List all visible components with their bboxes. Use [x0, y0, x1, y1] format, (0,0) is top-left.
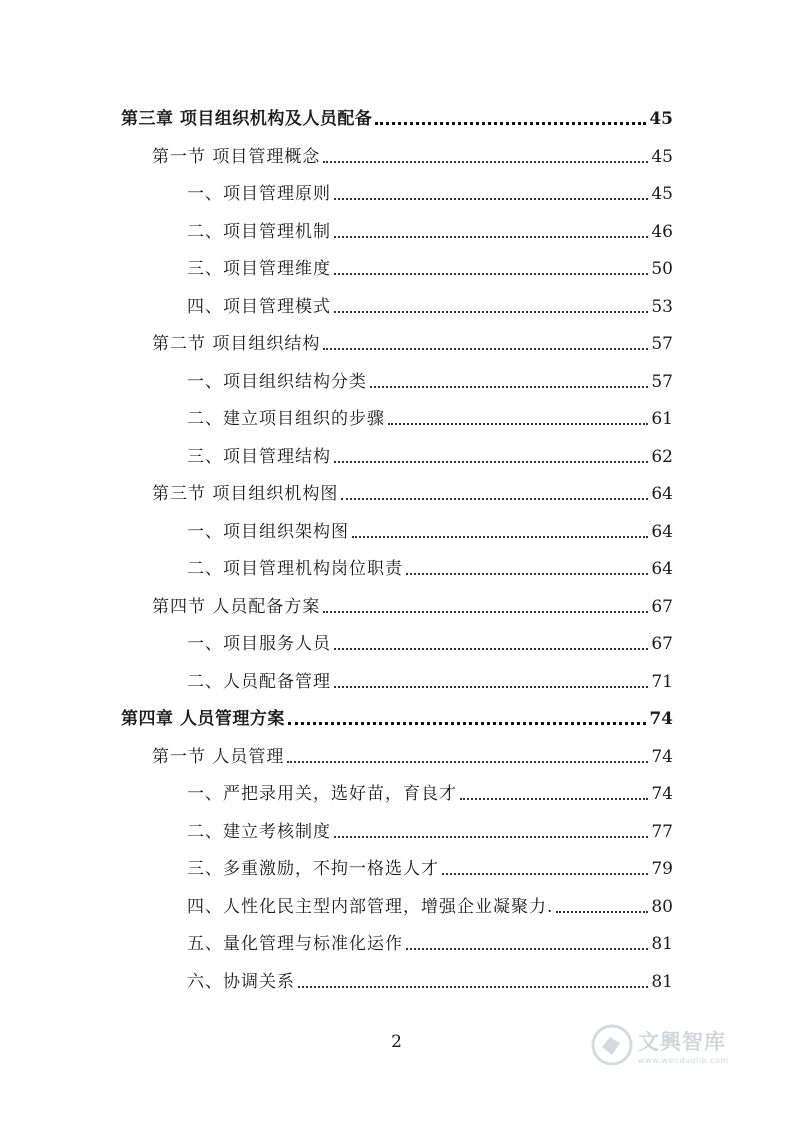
toc-subsection-entry[interactable]: [0, 663, 793, 693]
toc-dot-leader: [460, 797, 648, 800]
toc-entry-page: 61: [651, 409, 673, 429]
toc-entry-page: 50: [651, 259, 673, 279]
toc-section-entry[interactable]: [0, 588, 793, 618]
toc-subsection-entry[interactable]: [0, 400, 793, 430]
toc-entry-page: 64: [651, 521, 673, 542]
watermark-logo-icon: [590, 1023, 634, 1067]
toc-subsection-entry[interactable]: [0, 963, 793, 993]
toc-dot-leader: [388, 422, 648, 425]
toc-chapter-entry[interactable]: [0, 100, 793, 130]
toc-entry-label: 第一节 人员管理: [152, 746, 285, 767]
toc-dot-leader: [334, 197, 648, 200]
toc-subsection-entry[interactable]: [0, 175, 793, 205]
toc-entry-page: 57: [651, 334, 673, 354]
toc-subsection-entry[interactable]: [0, 363, 793, 393]
toc-entry-page: 64: [651, 559, 673, 579]
toc-dot-leader: [406, 947, 648, 950]
toc-entry-label: 三、多重激励，不拘一格选人才: [187, 859, 439, 879]
toc-entry-page: 79: [651, 859, 673, 879]
toc-entry-label: 四、项目管理模式: [187, 296, 331, 317]
toc-entry-page: 80: [651, 896, 673, 917]
toc-chapter-entry[interactable]: [0, 700, 793, 730]
toc-section-entry[interactable]: [0, 738, 793, 768]
toc-dot-leader: [334, 310, 648, 313]
toc-entry-label: 二、建立考核制度: [187, 821, 331, 842]
toc-dot-leader: [375, 121, 646, 125]
toc-dot-leader: [298, 985, 648, 988]
toc-entry-label: 五、量化管理与标准化运作: [187, 934, 403, 954]
toc-dot-leader: [288, 721, 646, 725]
toc-entry-page: 74: [651, 784, 673, 804]
toc-entry-page: 67: [651, 596, 673, 617]
toc-subsection-entry[interactable]: [0, 288, 793, 318]
watermark-name: 文興智库: [638, 1029, 726, 1054]
toc-subsection-entry[interactable]: [0, 513, 793, 543]
toc-dot-leader: [406, 572, 648, 575]
toc-entry-page: 67: [651, 634, 673, 654]
toc-entry-label: 二、项目管理机制: [187, 221, 331, 242]
toc-entry-page: 74: [649, 709, 673, 729]
toc-entry-label: 第三节 项目组织机构图: [152, 484, 339, 504]
toc-entry-label: 第四章 人员管理方案: [121, 709, 285, 729]
toc-entry-label: 二、人员配备管理: [187, 671, 331, 692]
toc-dot-leader: [323, 610, 648, 613]
toc-entry-label: 二、建立项目组织的步骤: [187, 409, 385, 429]
toc-entry-label: 六、协调关系: [187, 971, 295, 992]
toc-entry-page: 62: [651, 446, 673, 467]
toc-section-entry[interactable]: [0, 138, 793, 168]
toc-entry-page: 77: [651, 821, 673, 842]
toc-entry-label: 第三章 项目组织机构及人员配备: [121, 109, 373, 129]
toc-subsection-entry[interactable]: [0, 213, 793, 243]
toc-dot-leader: [442, 872, 648, 875]
toc-dot-leader: [334, 647, 648, 650]
toc-dot-leader: [323, 160, 648, 163]
toc-subsection-entry[interactable]: [0, 625, 793, 655]
toc-entry-page: 57: [651, 371, 673, 392]
toc-entry-label: 一、项目组织结构分类: [187, 371, 367, 392]
toc-subsection-entry[interactable]: [0, 438, 793, 468]
toc-section-entry[interactable]: [0, 475, 793, 505]
toc-subsection-entry[interactable]: [0, 850, 793, 880]
page-number: 2: [391, 1032, 402, 1052]
toc-entry-label: 二、项目管理机构岗位职责: [187, 559, 403, 579]
toc-dot-leader: [323, 347, 648, 350]
toc-entry-label: 一、项目管理原则: [187, 184, 331, 204]
watermark: [590, 1018, 760, 1072]
toc-entry-label: 一、严把录用关，选好苗，育良才: [187, 784, 457, 804]
toc-entry-page: 45: [651, 184, 673, 204]
watermark-url: www.wenduolib.com: [638, 1055, 729, 1065]
toc-entry-label: 一、项目服务人员: [187, 634, 331, 654]
toc-dot-leader: [352, 535, 648, 538]
toc-entry-label: 第四节 人员配备方案: [152, 596, 321, 617]
toc-dot-leader: [556, 910, 648, 913]
toc-subsection-entry[interactable]: [0, 550, 793, 580]
toc-entry-label: 四、人性化民主型内部管理，增强企业凝聚力.: [187, 896, 554, 917]
toc-subsection-entry[interactable]: [0, 813, 793, 843]
toc-dot-leader: [334, 835, 648, 838]
toc-entry-page: 64: [651, 484, 673, 504]
toc-dot-leader: [334, 460, 648, 463]
toc-entry-label: 三、项目管理结构: [187, 446, 331, 467]
toc-entry-page: 46: [651, 221, 673, 242]
toc-entry-page: 81: [651, 971, 673, 992]
toc-entry-page: 53: [651, 296, 673, 317]
toc-entry-label: 三、项目管理维度: [187, 259, 331, 279]
toc-entry-label: 一、项目组织架构图: [187, 521, 349, 542]
toc-entry-page: 74: [651, 746, 673, 767]
toc-dot-leader: [334, 685, 648, 688]
toc-entry-label: 第二节 项目组织结构: [152, 334, 321, 354]
toc-section-entry[interactable]: [0, 325, 793, 355]
toc-entry-page: 81: [651, 934, 673, 954]
toc-dot-leader: [334, 272, 648, 275]
toc-subsection-entry[interactable]: [0, 888, 793, 918]
toc-subsection-entry[interactable]: [0, 775, 793, 805]
toc-subsection-entry[interactable]: [0, 250, 793, 280]
toc-subsection-entry[interactable]: [0, 925, 793, 955]
toc-dot-leader: [287, 760, 648, 763]
toc-entry-page: 45: [649, 109, 673, 129]
toc-entry-page: 45: [651, 146, 673, 167]
toc-entry-label: 第一节 项目管理概念: [152, 146, 321, 167]
toc-dot-leader: [341, 497, 648, 500]
toc-dot-leader: [370, 385, 648, 388]
toc-entry-page: 71: [651, 671, 673, 692]
toc-dot-leader: [334, 235, 648, 238]
